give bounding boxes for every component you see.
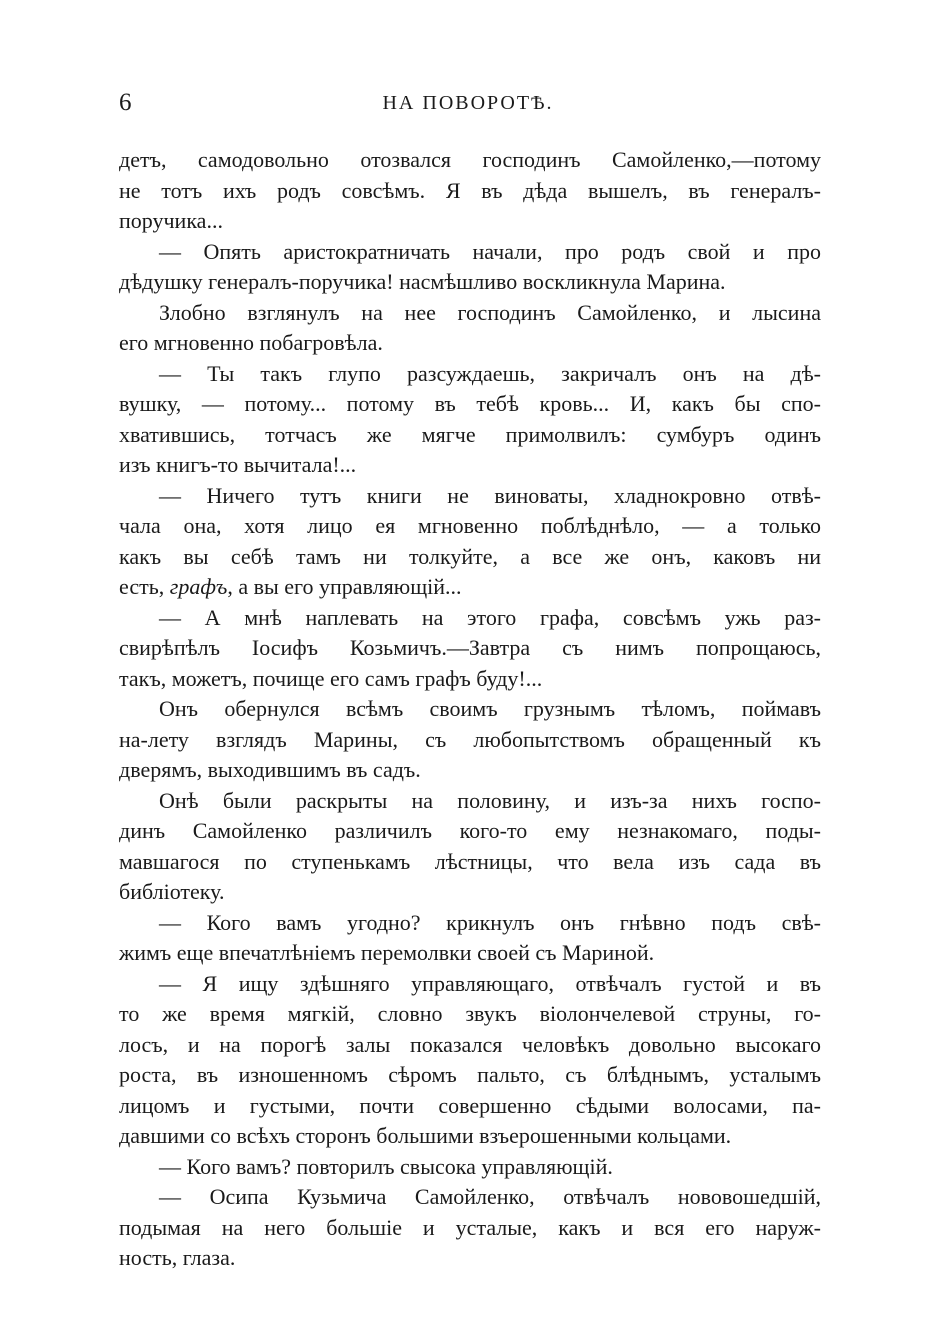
text-span: , а вы его управляющій... xyxy=(227,574,462,599)
text-line: подымая на него большіе и усталые, какъ и вся его наруж- xyxy=(119,1214,821,1240)
text-line: ность, глаза. xyxy=(119,1245,236,1270)
text-line: дѣдушку генералъ-поручика! насмѣшливо воскликнула Марина. xyxy=(119,269,726,294)
body-text xyxy=(119,145,821,1274)
text-line: дверямъ, выходившимъ въ садъ. xyxy=(119,757,421,782)
text-line: чала она, хотя лицо ея мгновенно поблѣднѣло, — а только xyxy=(119,513,821,538)
text-line: — Я ищу здѣшняго управляющаго, отвѣчалъ густой и въ xyxy=(159,970,821,996)
text-line: жимъ еще впечатлѣніемъ перемолвки своей съ Мариной. xyxy=(119,940,655,965)
italic-text: графъ xyxy=(169,574,228,599)
text-line: роста, въ изношенномъ сѣромъ пальто, съ блѣднымъ, усталымъ xyxy=(119,1062,821,1087)
text-line: — Кого вамъ? повторилъ свысока управляющій. xyxy=(159,1153,613,1179)
page-number: 6 xyxy=(119,89,132,116)
text-line: свирѣпѣлъ Іосифъ Козьмичъ.—Завтра съ нимъ попрощаюсь, xyxy=(119,635,821,660)
text-line: — Ничего тутъ книги не виноваты, хладнокровно отвѣ- xyxy=(159,482,821,508)
text-line: мавшагося по ступенькамъ лѣстницы, что вела изъ сада въ xyxy=(119,848,821,874)
text-line: Злобно взглянулъ на нее господинъ Самойленко, и лысина xyxy=(159,299,821,325)
text-line: библіотеку. xyxy=(119,879,225,904)
text-line: — Кого вамъ угодно? крикнулъ онъ гнѣвно подъ свѣ- xyxy=(159,909,821,935)
text-line: хватившись, тотчасъ же мягче примолвилъ: сумбуръ одинъ xyxy=(119,421,821,447)
text-line: динъ Самойленко различилъ кого-то ему незнакомаго, поды- xyxy=(119,818,821,843)
text-line: его мгновенно побагровѣла. xyxy=(119,330,383,355)
text-line: поручика... xyxy=(119,208,223,233)
text-line: — Осипа Кузьмича Самойленко, отвѣчалъ нововошедшій, xyxy=(159,1184,821,1209)
text-line: изъ книгъ-то вычитала!... xyxy=(119,452,357,477)
text-line: — Опять аристократничать начали, про родъ свой и про xyxy=(159,238,821,264)
text-line: давшими со всѣхъ сторонъ большими взъерошенными кольцами. xyxy=(119,1123,732,1148)
text-line: какъ вы себѣ тамъ ни толкуйте, а все же онъ, каковъ ни xyxy=(119,543,821,569)
text-line: такъ, можетъ, почище его самъ графъ буду!... xyxy=(119,665,543,691)
text-line: лосъ, и на порогѣ залы показался человѣкъ довольно высокаго xyxy=(119,1031,821,1057)
text-line: — А мнѣ наплевать на этого графа, совсѣмъ ужь раз- xyxy=(159,604,821,630)
text-line: Онъ обернулся всѣмъ своимъ грузнымъ тѣломъ, поймавъ xyxy=(159,696,821,721)
text-span: есть, xyxy=(119,574,170,599)
text-line: на-лету взглядъ Марины, съ любопытствомъ обращенный къ xyxy=(119,726,821,752)
text-line: Онѣ были раскрыты на половину, и изъ-за нихъ госпо- xyxy=(159,787,821,813)
text-line: не тотъ ихъ родъ совсѣмъ. Я въ дѣда вышелъ, въ генералъ- xyxy=(119,177,821,203)
text-line xyxy=(119,572,821,603)
text-line: лицомъ и густыми, почти совершенно сѣдыми волосами, па- xyxy=(119,1092,821,1118)
text-line: то же время мягкій, словно звукъ віолончелевой струны, го- xyxy=(119,1001,821,1026)
text-line: вушку, — потому... потому въ тебѣ кровь... И, какъ бы спо- xyxy=(119,391,821,416)
running-head: НА ПОВОРОТѢ. xyxy=(382,92,554,114)
text-line: детъ, самодовольно отозвался господинъ Самойленко,—потому xyxy=(119,147,821,172)
text-line: — Ты такъ глупо разсуждаешь, закричалъ онъ на дѣ- xyxy=(159,360,821,386)
